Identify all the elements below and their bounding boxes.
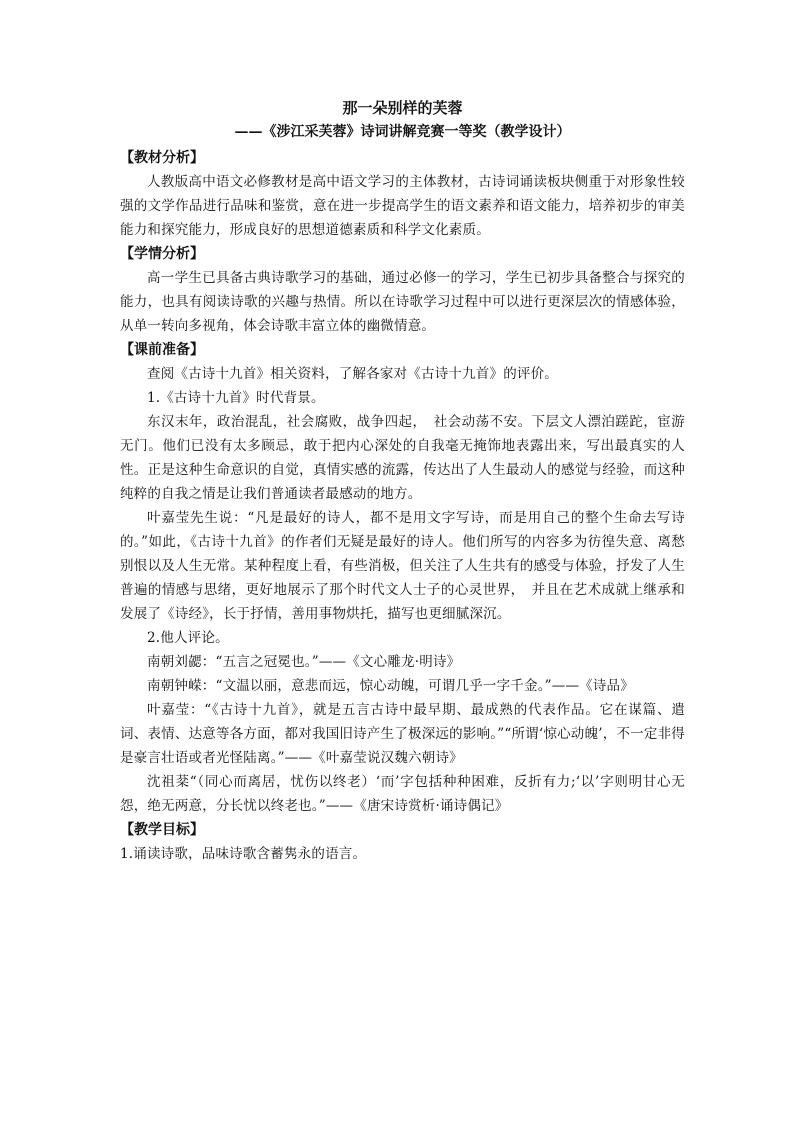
paragraph: 1.诵读诗歌，品味诗歌含蓄隽永的语言。 [120,846,367,862]
paragraph: 南朝钟嵘：“文温以丽，意悲而远，惊心动魄，可谓几乎一字千金。”——《诗品》 [147,678,634,694]
paragraph: 东汉末年，政治混乱，社会腐败，战争四起， 社会动荡不安。下层文人漂泊蹉跎，宦游无门。他们已没有太多顾忌，敢于把内心深处的自我毫无掩饰地表露出来，写出最真实的人性。正是这种生命意识的自觉，真情实感的流露，传达出了人生最动人的感觉与经验，而这种纯粹的自我之情是让我们普通读者最感动的地方。 [120,414,685,502]
document-subtitle: ——《涉江采芙蓉》诗词讲解竞赛一等奖（教学设计） [234,124,571,140]
paragraph: 叶嘉莹先生说：“凡是最好的诗人，都不是用文字写诗，而是用自己的整个生命去写诗的。”如此，《古诗十九首》的作者们无疑是最好的诗人。他们所写的内容多为彷徨失意、离愁别恨以及人生无常。某种程度上看，有些消极，但关注了人生共有的感受与体验，抒发了人生普遍的情感与思绪，更好地展示了那个时代文人士子的心灵世界， 并且在艺术成就上继承和发展了《诗经》，长于抒情，善用事物烘托，描写也更细腻深沉。 [120,510,685,622]
paragraph: 沈祖棻“（同心而离居，忧伤以终老）‘而’字包括种种困难，反折有力;‘以’字则明甘心无怨，绝无两意，分长忧以终老也。”——《唐宋诗赏析·诵诗偶记》 [120,774,685,814]
paragraph: 1.《古诗十九首》时代背景。 [147,390,325,406]
paragraph: 高一学生已具备古典诗歌学习的基础，通过必修一的学习，学生已初步具备整合与探究的能力，也具有阅读诗歌的兴趣与热情。所以在诗歌学习过程中可以进行更深层次的情感体验，从单一转向多视角，体会诗歌丰富立体的幽微情意。 [120,270,685,334]
paragraph: 南朝刘勰：“五言之冠冕也。”——《文心雕龙·明诗》 [147,654,461,670]
paragraph: 叶嘉莹：“《古诗十九首》，就是五言古诗中最早期、最成熟的代表作品。它在谋篇、遣词、表情、达意等各方面，都对我国旧诗产生了极深远的影响。”“所谓‘惊心动魄’，不一定非得是豪言壮语或者光怪陆离。”——《叶嘉莹说汉魏六朝诗》 [120,702,685,766]
paragraph: 查阅《古诗十九首》相关资料，了解各家对《古诗十九首》的评价。 [147,366,558,382]
paragraph: 2.他人评论。 [147,630,229,646]
paragraph: 人教版高中语文必修教材是高中语文学习的主体教材，古诗词诵读板块侧重于对形象性较强的文学作品进行品味和鉴赏，意在进一步提高学生的语文素养和语文能力，培养初步的审美能力和探究能力，形成良好的思想道德素质和科学文化素质。 [120,174,685,238]
heading-teaching-goals: 【教学目标】 [120,822,204,838]
heading-student-analysis: 【学情分析】 [120,246,204,262]
heading-preparation: 【课前准备】 [120,342,204,358]
document-title: 那一朵别样的芙蓉 [342,99,463,117]
document-page [120,96,685,866]
heading-textbook-analysis: 【教材分析】 [120,150,204,166]
